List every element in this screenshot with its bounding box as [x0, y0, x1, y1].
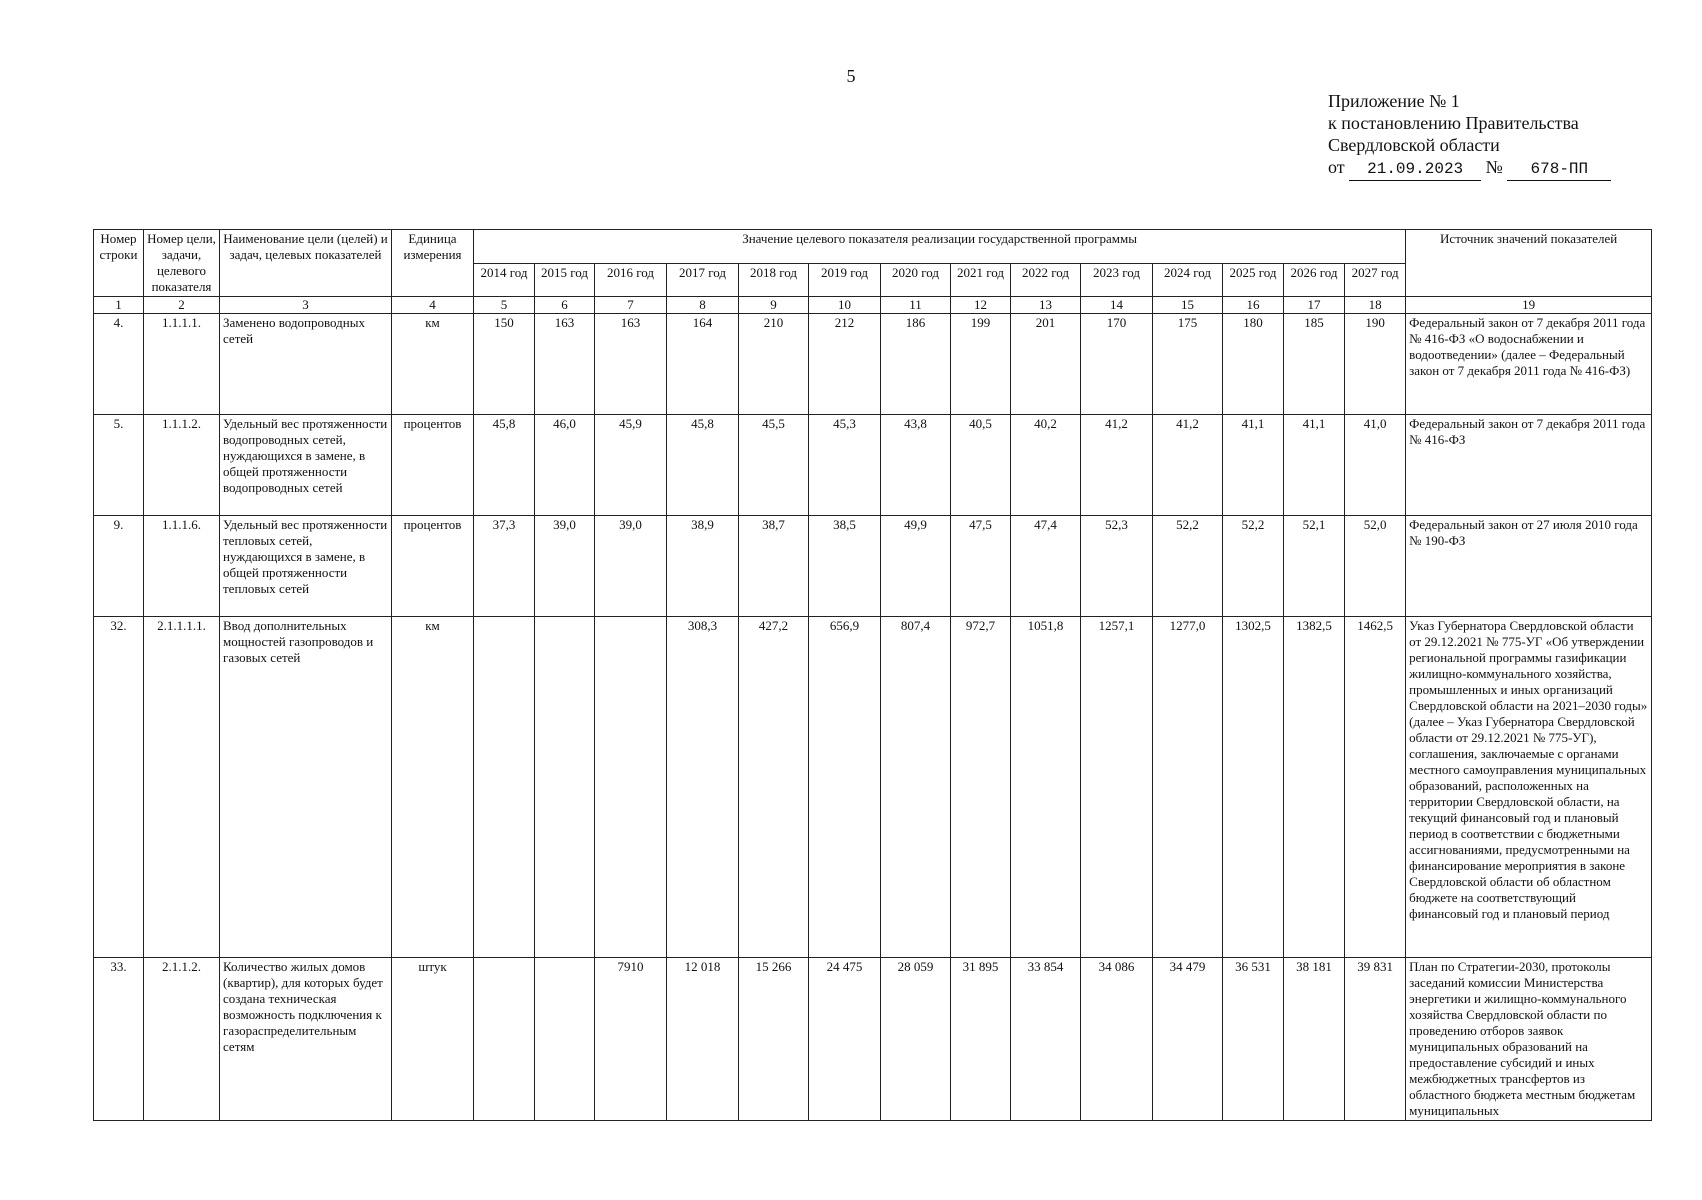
column-number: 10	[809, 297, 881, 314]
indicator-name: Удельный вес протяженности водопроводных сетей, нуждающихся в замене, в общей протяженности водопроводных сетей	[220, 415, 392, 516]
appendix-block	[1328, 90, 1668, 181]
page-number: 5	[846, 66, 856, 86]
header-year: 2014 год	[474, 263, 535, 297]
value-cell: 41,1	[1284, 415, 1345, 516]
indicator-code: 2.1.1.2.	[144, 958, 220, 1121]
indicator-unit: процентов	[392, 415, 474, 516]
value-cell: 170	[1081, 314, 1153, 415]
value-cell: 190	[1345, 314, 1406, 415]
header-unit: Единица измерения	[392, 230, 474, 297]
table-row	[94, 617, 1652, 958]
row-number: 9.	[94, 516, 144, 617]
indicator-source: Указ Губернатора Свердловской области от 29.12.2021 № 775-УГ «Об утверждении региональной программы газификации жилищно-коммунального хозяйства, промышленных и иных организаций Свердловской области на 2021–2030 годы» (далее – Указ Губернатора Свердловской области от 29.12.2021 № 775-УГ), соглашения, заключаемые с органами местного самоуправления муниципальных образований, расположенных на территории Свердловской области, на текущий финансовый год и плановый период в соответствии с бюджетными ассигнованиями, предусмотренными на финансирование мероприятия в законе Свердловской области об областном бюджете на соответствующий финансовый год и плановый период	[1406, 617, 1652, 958]
value-cell: 33 854	[1011, 958, 1081, 1121]
column-number: 12	[951, 297, 1011, 314]
column-number: 7	[595, 297, 667, 314]
indicator-unit: штук	[392, 958, 474, 1121]
value-cell: 185	[1284, 314, 1345, 415]
value-cell: 1302,5	[1223, 617, 1284, 958]
value-cell: 40,2	[1011, 415, 1081, 516]
value-cell: 199	[951, 314, 1011, 415]
column-number: 5	[474, 297, 535, 314]
value-cell: 45,8	[667, 415, 739, 516]
column-number: 18	[1345, 297, 1406, 314]
value-cell: 43,8	[881, 415, 951, 516]
column-number: 4	[392, 297, 474, 314]
header-year: 2015 год	[535, 263, 595, 297]
header-year: 2024 год	[1153, 263, 1223, 297]
column-number: 14	[1081, 297, 1153, 314]
value-cell: 52,3	[1081, 516, 1153, 617]
value-cell: 163	[535, 314, 595, 415]
header-goal-number: Номер цели, задачи, целевого показателя	[144, 230, 220, 297]
value-cell: 807,4	[881, 617, 951, 958]
value-cell: 49,9	[881, 516, 951, 617]
value-cell: 38 181	[1284, 958, 1345, 1121]
appendix-region: Свердловской области	[1328, 135, 1500, 155]
column-number: 15	[1153, 297, 1223, 314]
value-cell: 972,7	[951, 617, 1011, 958]
value-cell: 1277,0	[1153, 617, 1223, 958]
header-year: 2025 год	[1223, 263, 1284, 297]
resolution-date: 21.09.2023	[1349, 158, 1481, 181]
header-value-group: Значение целевого показателя реализации государственной программы	[474, 230, 1406, 264]
header-year: 2020 год	[881, 263, 951, 297]
indicator-name: Количество жилых домов (квартир), для которых будет создана техническая возможность подключения к газораспределительным сетям	[220, 958, 392, 1121]
value-cell: 1462,5	[1345, 617, 1406, 958]
value-cell: 186	[881, 314, 951, 415]
column-number: 11	[881, 297, 951, 314]
value-cell: 46,0	[535, 415, 595, 516]
value-cell: 52,2	[1153, 516, 1223, 617]
header-year: 2019 год	[809, 263, 881, 297]
value-cell: 39 831	[1345, 958, 1406, 1121]
indicator-code: 1.1.1.1.	[144, 314, 220, 415]
indicators-table	[93, 229, 1652, 1121]
column-number: 2	[144, 297, 220, 314]
value-cell: 41,0	[1345, 415, 1406, 516]
indicator-code: 2.1.1.1.1.	[144, 617, 220, 958]
header-year: 2027 год	[1345, 263, 1406, 297]
header-year: 2022 год	[1011, 263, 1081, 297]
value-cell: 41,2	[1081, 415, 1153, 516]
value-cell: 36 531	[1223, 958, 1284, 1121]
indicator-code: 1.1.1.2.	[144, 415, 220, 516]
value-cell: 38,9	[667, 516, 739, 617]
value-cell: 656,9	[809, 617, 881, 958]
value-cell: 163	[595, 314, 667, 415]
indicator-unit: км	[392, 314, 474, 415]
value-cell	[474, 617, 535, 958]
indicator-name: Заменено водопроводных сетей	[220, 314, 392, 415]
row-number: 5.	[94, 415, 144, 516]
column-number: 9	[739, 297, 809, 314]
row-number: 33.	[94, 958, 144, 1121]
value-cell: 41,1	[1223, 415, 1284, 516]
header-indicator-name: Наименование цели (целей) и задач, целевых показателей	[220, 230, 392, 297]
value-cell: 40,5	[951, 415, 1011, 516]
value-cell: 12 018	[667, 958, 739, 1121]
value-cell: 427,2	[739, 617, 809, 958]
value-cell: 41,2	[1153, 415, 1223, 516]
indicator-unit: км	[392, 617, 474, 958]
value-cell: 52,2	[1223, 516, 1284, 617]
value-cell: 45,9	[595, 415, 667, 516]
header-source: Источник значений показателей	[1406, 230, 1652, 297]
header-year: 2023 год	[1081, 263, 1153, 297]
value-cell: 1051,8	[1011, 617, 1081, 958]
value-cell: 210	[739, 314, 809, 415]
appendix-resolution: к постановлению Правительства	[1328, 113, 1579, 133]
value-cell: 39,0	[595, 516, 667, 617]
value-cell: 45,5	[739, 415, 809, 516]
appendix-date-number	[1328, 156, 1668, 181]
value-cell: 308,3	[667, 617, 739, 958]
table-row	[94, 415, 1652, 516]
header-row-number: Номер строки	[94, 230, 144, 297]
value-cell: 37,3	[474, 516, 535, 617]
value-cell: 31 895	[951, 958, 1011, 1121]
indicator-name: Ввод дополнительных мощностей газопроводов и газовых сетей	[220, 617, 392, 958]
column-number: 8	[667, 297, 739, 314]
value-cell: 164	[667, 314, 739, 415]
value-cell: 45,3	[809, 415, 881, 516]
row-number: 32.	[94, 617, 144, 958]
value-cell: 39,0	[535, 516, 595, 617]
value-cell: 1257,1	[1081, 617, 1153, 958]
value-cell: 15 266	[739, 958, 809, 1121]
column-number: 3	[220, 297, 392, 314]
indicator-source: План по Стратегии-2030, протоколы заседаний комиссии Министерства энергетики и жилищно-коммунального хозяйства Свердловской области по проведению отборов заявок муниципальных образований на предоставление субсидий и иных межбюджетных трансфертов из областного бюджета местным бюджетам муниципальных	[1406, 958, 1652, 1121]
value-cell: 52,0	[1345, 516, 1406, 617]
indicator-unit: процентов	[392, 516, 474, 617]
header-year: 2016 год	[595, 263, 667, 297]
indicator-source: Федеральный закон от 7 декабря 2011 года № 416-ФЗ	[1406, 415, 1652, 516]
indicator-name: Удельный вес протяженности тепловых сетей, нуждающихся в замене, в общей протяженности тепловых сетей	[220, 516, 392, 617]
column-number: 17	[1284, 297, 1345, 314]
value-cell: 47,5	[951, 516, 1011, 617]
value-cell	[535, 958, 595, 1121]
table-row	[94, 314, 1652, 415]
value-cell: 150	[474, 314, 535, 415]
value-cell	[474, 958, 535, 1121]
value-cell: 201	[1011, 314, 1081, 415]
header-year: 2018 год	[739, 263, 809, 297]
header-year: 2026 год	[1284, 263, 1345, 297]
column-number-row	[94, 297, 1652, 314]
value-cell: 175	[1153, 314, 1223, 415]
table-row	[94, 516, 1652, 617]
value-cell: 34 479	[1153, 958, 1223, 1121]
value-cell: 52,1	[1284, 516, 1345, 617]
column-number: 19	[1406, 297, 1652, 314]
column-number: 1	[94, 297, 144, 314]
value-cell: 38,7	[739, 516, 809, 617]
value-cell: 24 475	[809, 958, 881, 1121]
header-year: 2021 год	[951, 263, 1011, 297]
indicator-source: Федеральный закон от 7 декабря 2011 года № 416-ФЗ «О водоснабжении и водоотведении» (далее – Федеральный закон от 7 декабря 2011 года № 416-ФЗ)	[1406, 314, 1652, 415]
value-cell: 38,5	[809, 516, 881, 617]
resolution-number: 678-ПП	[1507, 158, 1611, 181]
value-cell: 212	[809, 314, 881, 415]
row-number: 4.	[94, 314, 144, 415]
column-number: 6	[535, 297, 595, 314]
header-year: 2017 год	[667, 263, 739, 297]
value-cell: 180	[1223, 314, 1284, 415]
indicator-code: 1.1.1.6.	[144, 516, 220, 617]
value-cell: 7910	[595, 958, 667, 1121]
appendix-title: Приложение № 1	[1328, 91, 1460, 111]
header-row-top	[94, 230, 1652, 264]
table-row	[94, 958, 1652, 1121]
value-cell: 28 059	[881, 958, 951, 1121]
value-cell: 1382,5	[1284, 617, 1345, 958]
number-label: №	[1485, 157, 1503, 177]
value-cell	[535, 617, 595, 958]
value-cell: 34 086	[1081, 958, 1153, 1121]
column-number: 13	[1011, 297, 1081, 314]
column-number: 16	[1223, 297, 1284, 314]
from-label: от	[1328, 157, 1345, 177]
indicator-source: Федеральный закон от 27 июля 2010 года № 190-ФЗ	[1406, 516, 1652, 617]
value-cell: 47,4	[1011, 516, 1081, 617]
value-cell	[595, 617, 667, 958]
value-cell: 45,8	[474, 415, 535, 516]
